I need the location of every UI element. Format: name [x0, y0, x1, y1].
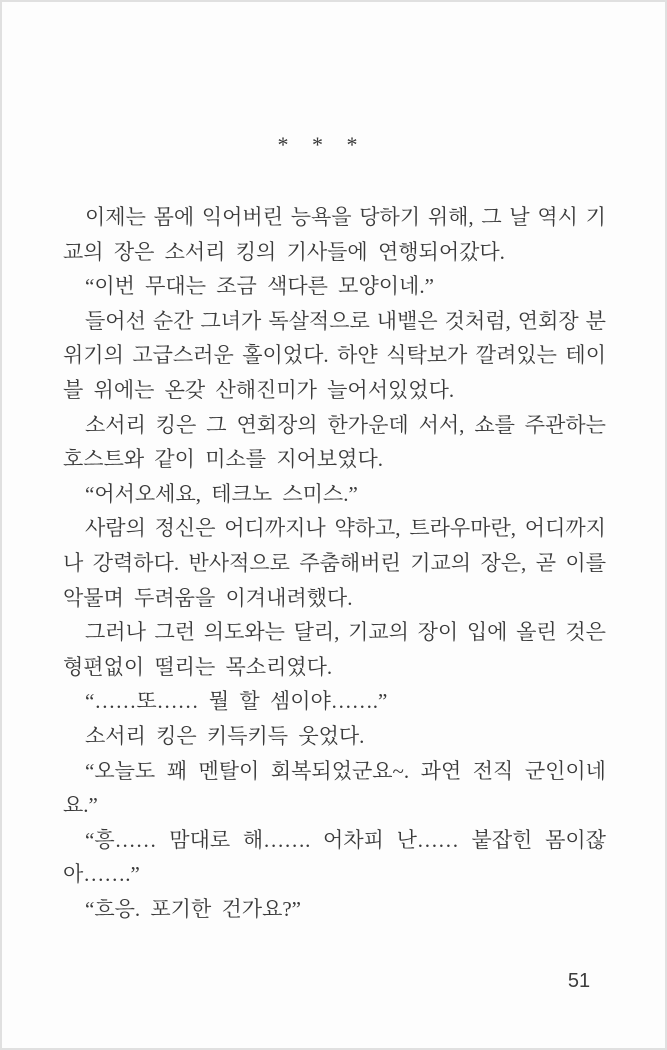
- text-word: 곧: [535, 550, 556, 575]
- text-word: 그녀가: [200, 308, 262, 333]
- text-word: 내뱉은: [376, 308, 438, 333]
- text-word: 기: [585, 205, 606, 229]
- text-word: 것은: [565, 620, 606, 645]
- text-word: 하얀: [337, 343, 378, 368]
- text-word: 킹은: [155, 412, 197, 437]
- text-word: 쇼를: [474, 412, 515, 437]
- text-line: 악물며 두려움을 이겨내려했다.: [63, 585, 353, 610]
- text-line: [63, 338, 606, 373]
- text-word: 나: [63, 550, 84, 575]
- text-word: 역시: [537, 205, 578, 229]
- section-separator: * * *: [277, 132, 367, 157]
- text-line: 요.”: [63, 793, 98, 818]
- text-line: 호스트와 같이 미소를 지어보였다.: [63, 447, 384, 472]
- text-word: 테이: [565, 343, 606, 368]
- text-word: 기교의: [348, 620, 409, 645]
- text-line: 형편없이 떨리는 목소리였다.: [63, 654, 333, 679]
- text-word: 꽤: [166, 758, 187, 783]
- text-word: 몸이잖: [545, 827, 606, 852]
- text-word: 홀이었다.: [242, 343, 329, 368]
- text-word: 어디까지: [524, 516, 606, 541]
- text-word: 주관하는: [524, 412, 606, 437]
- text-word: 그: [206, 412, 227, 437]
- text-word: 반사적으로: [188, 550, 290, 575]
- text-word: 장이: [417, 620, 459, 645]
- text-word: 트라우마란,: [409, 516, 517, 541]
- text-word: 어차피: [323, 827, 384, 852]
- text-word: 이를: [565, 550, 606, 575]
- text-word: 전직: [472, 758, 514, 783]
- text-word: 달리,: [293, 620, 340, 645]
- text-line: 블 위에는 온갖 산해진미가 늘어서있었다.: [63, 377, 455, 402]
- text-word: “흥……: [85, 827, 157, 852]
- text-line: 아…….”: [63, 862, 140, 887]
- text-word: 몸에: [153, 205, 195, 229]
- text-word: 것처럼,: [444, 308, 511, 333]
- text-word: 붙잡힌: [471, 827, 533, 852]
- text-word: 그러나: [85, 620, 146, 645]
- text-word: 군인이네: [524, 758, 606, 783]
- text-word: 약하고,: [334, 516, 401, 541]
- text-line: 교의 장은 소서리 킹의 기사들에 연행되어갔다.: [63, 239, 505, 264]
- text-word: 당하기: [359, 205, 421, 229]
- text-word: 독살적으로: [268, 308, 370, 333]
- text-word: 들어선: [85, 308, 146, 333]
- text-word: 이제는: [85, 205, 146, 229]
- text-line: “흐응. 포기한 건가요?”: [85, 896, 301, 921]
- text-word: 익어버린: [201, 205, 283, 229]
- text-word: 연회장: [517, 308, 579, 333]
- text-word: 입에: [466, 620, 508, 645]
- text-line: 소서리 킹은 키득키득 웃었다.: [85, 723, 365, 748]
- text-line: [63, 408, 606, 443]
- text-word: 순간: [152, 308, 194, 333]
- text-body: [63, 200, 606, 926]
- text-word: 맘대로: [169, 827, 231, 852]
- text-word: 과연: [420, 758, 462, 783]
- text-line: [63, 511, 606, 546]
- text-word: 소서리: [85, 412, 146, 437]
- text-word: 그: [481, 205, 502, 229]
- text-line: [63, 754, 606, 789]
- text-line: [63, 200, 606, 235]
- text-word: 날: [509, 205, 530, 229]
- text-word: 올린: [516, 620, 557, 645]
- text-word: 연회장의: [236, 412, 318, 437]
- text-word: 강력하다.: [92, 550, 180, 575]
- text-word: 기교의: [410, 550, 472, 575]
- text-word: “오늘도: [85, 758, 156, 783]
- text-line: “이번 무대는 조금 색다른 모양이네.”: [85, 274, 434, 299]
- text-word: 서서,: [418, 412, 465, 437]
- text-word: 정신은: [154, 516, 216, 541]
- text-word: 위해,: [427, 205, 474, 229]
- text-word: 장은,: [480, 550, 527, 575]
- text-word: 능욕을: [290, 205, 352, 229]
- text-word: 의도와는: [203, 620, 285, 645]
- text-word: 깔려있는: [475, 343, 557, 368]
- text-line: [63, 304, 606, 339]
- text-word: 주춤해버린: [299, 550, 401, 575]
- text-line: “……또…… 뭘 할 셈이야…….”: [85, 689, 388, 714]
- text-word: 한가운데: [327, 412, 409, 437]
- text-line: [63, 615, 606, 650]
- page-number: 51: [567, 970, 591, 992]
- text-word: 어디까지나: [224, 516, 326, 541]
- text-word: 회복되었군요~.: [270, 758, 410, 783]
- text-word: 해…….: [242, 827, 311, 852]
- text-word: 그런: [154, 620, 196, 645]
- text-word: 난……: [396, 827, 459, 852]
- text-word: 분: [585, 308, 606, 333]
- text-word: 식탁보가: [386, 343, 468, 368]
- text-word: 위기의: [63, 343, 124, 368]
- text-word: 고급스러운: [132, 343, 234, 368]
- text-word: 사람의: [85, 516, 146, 541]
- text-line: [63, 546, 606, 581]
- text-line: “어서오세요, 테크노 스미스.”: [85, 481, 358, 506]
- text-word: 멘탈이: [198, 758, 260, 783]
- text-line: [63, 823, 606, 858]
